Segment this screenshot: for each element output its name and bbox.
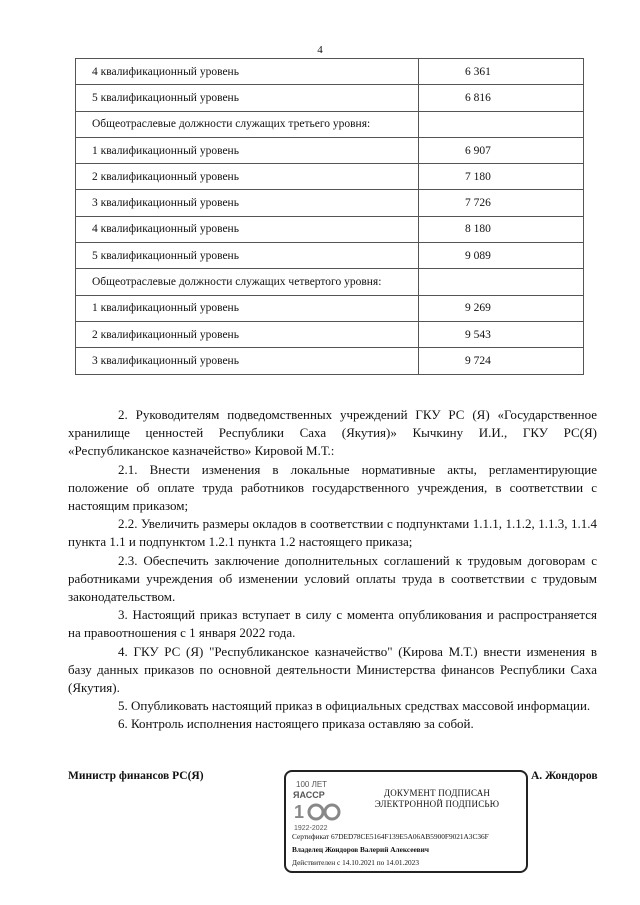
salary-value-cell: 7 726 [419, 190, 584, 216]
level-cell: 1 квалификационный уровень [76, 295, 419, 321]
paragraph: 2. Руководителям подведомственных учреждений ГКУ РС (Я) «Государственное хранилище ценностей Республики Саха (Якутия)» Кычкину И.И., ГКУ РС(Я) «Республиканское казначейство» Кировой М.Т.: [68, 407, 597, 459]
salary-value-cell: 8 180 [419, 216, 584, 242]
signatory-name: А. Жондоров [531, 770, 598, 782]
salary-value-cell [419, 269, 584, 295]
level-cell: 2 квалификационный уровень [76, 321, 419, 347]
table-row [76, 295, 584, 321]
svg-text:100 ЛЕТ: 100 ЛЕТ [296, 780, 328, 789]
signatory-position: Министр финансов РС(Я) [68, 770, 204, 782]
stamp-owner: Владелец Жондоров Валерий Алексеевич [292, 845, 429, 854]
page-number: 4 [317, 44, 323, 56]
table-group-row [76, 111, 584, 137]
level-cell: 4 квалификационный уровень [76, 216, 419, 242]
paragraph: 2.2. Увеличить размеры окладов в соответствии с подпунктами 1.1.1, 1.1.2, 1.1.3, 1.1.4 пункта 1.1 и подпунктом 1.2.1 пункта 1.2 настоящего приказа; [68, 516, 597, 550]
salary-table [75, 58, 584, 375]
group-heading-cell: Общеотраслевые должности служащих четвертого уровня: [76, 269, 419, 295]
level-cell: 4 квалификационный уровень [76, 59, 419, 85]
salary-value-cell: 9 543 [419, 321, 584, 347]
level-cell: 3 квалификационный уровень [76, 190, 419, 216]
paragraph: 3. Настоящий приказ вступает в силу с момента опубликования и распространяется на правоотношения с 1 января 2022 года. [68, 607, 597, 641]
table-row [76, 216, 584, 242]
table-row [76, 85, 584, 111]
svg-text:1: 1 [294, 802, 305, 822]
level-cell: 5 квалификационный уровень [76, 85, 419, 111]
salary-value-cell: 6 907 [419, 137, 584, 163]
salary-value-cell: 9 269 [419, 295, 584, 321]
level-cell: 2 квалификационный уровень [76, 164, 419, 190]
salary-value-cell: 9 724 [419, 348, 584, 374]
anniversary-logo-icon [292, 778, 347, 834]
svg-text:1922-2022: 1922-2022 [294, 825, 328, 832]
group-heading-cell: Общеотраслевые должности служащих третьего уровня: [76, 111, 419, 137]
table-row [76, 59, 584, 85]
salary-value-cell: 9 089 [419, 243, 584, 269]
level-cell: 3 квалификационный уровень [76, 348, 419, 374]
table-row [76, 243, 584, 269]
electronic-signature-stamp [284, 770, 528, 873]
paragraph: 5. Опубликовать настоящий приказ в официальных средствах массовой информации. [118, 698, 591, 714]
table-row [76, 137, 584, 163]
table-row [76, 190, 584, 216]
svg-text:ЯАССР: ЯАССР [293, 790, 325, 800]
salary-value-cell: 7 180 [419, 164, 584, 190]
table-group-row [76, 269, 584, 295]
order-text [68, 406, 597, 734]
level-cell: 5 квалификационный уровень [76, 243, 419, 269]
paragraph: 6. Контроль исполнения настоящего приказа оставляю за собой. [118, 716, 474, 732]
table-row [76, 164, 584, 190]
salary-value-cell: 6 361 [419, 59, 584, 85]
paragraph: 2.1. Внести изменения в локальные нормативные акты, регламентирующие положение об оплате труда работников государственного учреждения, в соответствии с настоящим приказом; [68, 461, 597, 514]
paragraph: 4. ГКУ РС (Я) "Республиканское казначейство" (Кирова М.Т.) внести изменения в базу данных приказов по основной деятельности Министерства финансов Республики Саха (Якутия). [68, 643, 597, 696]
paragraph: 2.3. Обеспечить заключение дополнительных соглашений к трудовым договорам с работниками учреждения об изменении условий оплаты труда в соответствии с трудовым законодательством. [68, 552, 597, 605]
stamp-certificate: Сертификат 67DED78CE5164F139E5A06AB5900F9021A3C36F [292, 832, 489, 841]
salary-value-cell [419, 111, 584, 137]
table-row [76, 348, 584, 374]
stamp-title: ДОКУМЕНТ ПОДПИСАН ЭЛЕКТРОННОЙ ПОДПИСЬЮ [374, 788, 500, 809]
level-cell: 1 квалификационный уровень [76, 137, 419, 163]
stamp-validity: Действителен с 14.10.2021 по 14.01.2023 [292, 858, 419, 867]
salary-value-cell: 6 816 [419, 85, 584, 111]
table-row [76, 321, 584, 347]
